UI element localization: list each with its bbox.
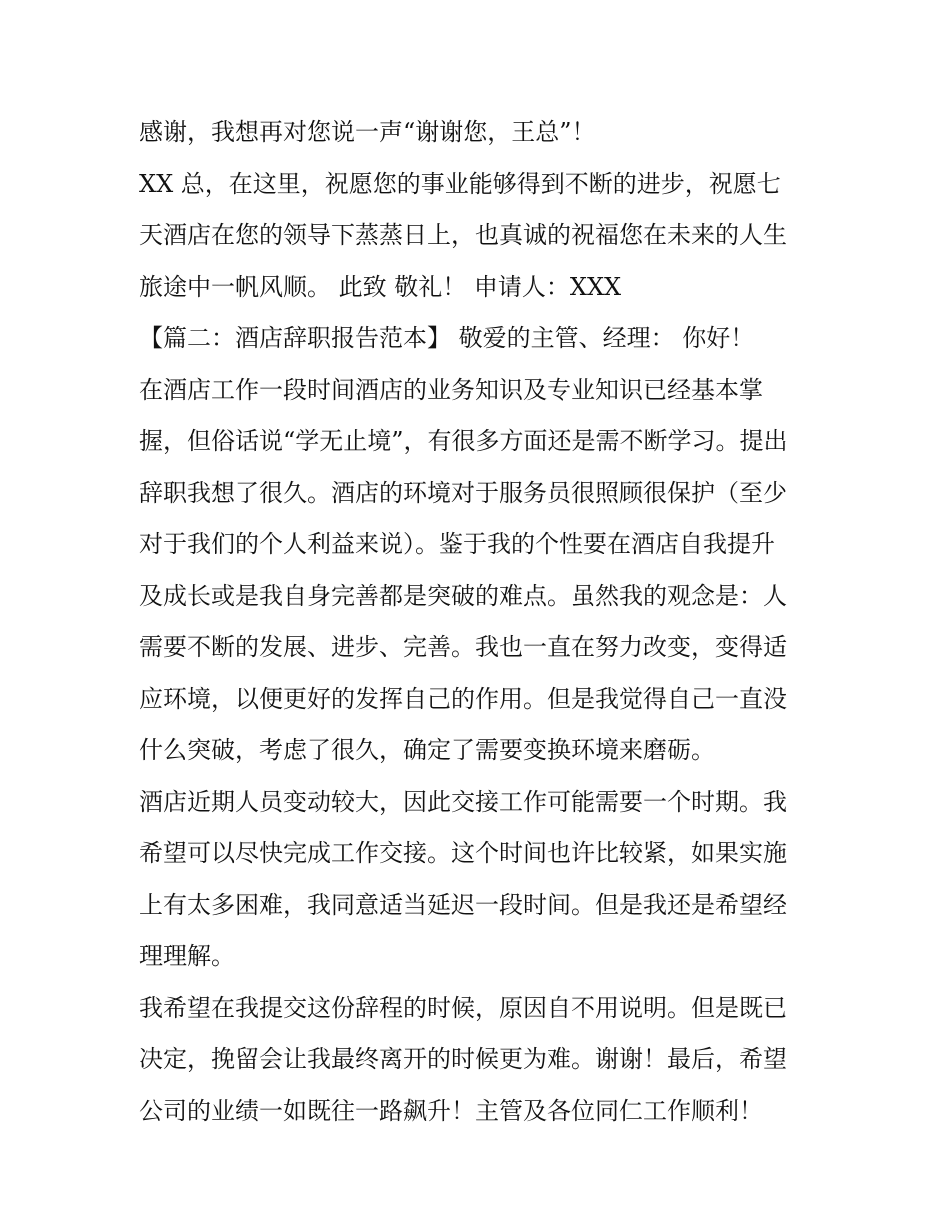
section-heading-line: 【篇二：酒店辞职报告范本】 敬爱的主管、经理： 你好！ (139, 324, 755, 352)
text-line: 上有太多困难，我同意适当延迟一段时间。但是我还是希望经 (139, 890, 787, 919)
text-line: 需要不断的发展、进步、完善。我也一直在努力改变，变得适 (139, 633, 787, 661)
text-line: 辞职我想了很久。酒店的环境对于服务员很照顾很保护（至少 (139, 478, 787, 507)
text-line: 酒店近期人员变动较大，因此交接工作可能需要一个时期。我 (139, 787, 787, 816)
text-line: 应环境，以便更好的发挥自己的作用。但是我觉得自己一直没 (139, 684, 787, 713)
text-line: XX 总，在这里，祝愿您的事业能够得到不断的进步，祝愿七 (139, 169, 781, 198)
text-line: 在酒店工作一段时间酒店的业务知识及专业知识已经基本掌 (139, 375, 763, 404)
text-line: 天酒店在您的领导下蒸蒸日上，也真诚的祝福您在未来的人生 (139, 221, 787, 249)
text-line: 我希望在我提交这份辞程的时候，原因自不用说明。但是既已 (139, 993, 787, 1022)
text-line: 公司的业绩一如既往一路飙升！主管及各位同仁工作顺利！ (139, 1096, 763, 1125)
text-line: 希望可以尽快完成工作交接。这个时间也许比较紧，如果实施 (139, 839, 787, 867)
text-line: 对于我们的个人利益来说）。鉴于我的个性要在酒店自我提升 (139, 530, 775, 558)
text-line: 什么突破，考虑了很久，确定了需要变换环境来磨砺。 (139, 736, 715, 764)
text-line: 决定，挽留会让我最终离开的时候更为难。谢谢！最后，希望 (139, 1045, 787, 1073)
text-line: 及成长或是我自身完善都是突破的难点。虽然我的观念是：人 (139, 581, 787, 610)
text-line: 旅途中一帆风顺。 此致 敬礼！ 申请人：XXX (139, 272, 622, 301)
text-line: 理理解。 (139, 942, 235, 970)
text-line: 感谢，我想再对您说一声“谢谢您，王总”！ (139, 118, 596, 146)
text-line: 握，但俗话说“学无止境”，有很多方面还是需不断学习。提出 (139, 427, 788, 455)
document-body (139, 107, 819, 1137)
